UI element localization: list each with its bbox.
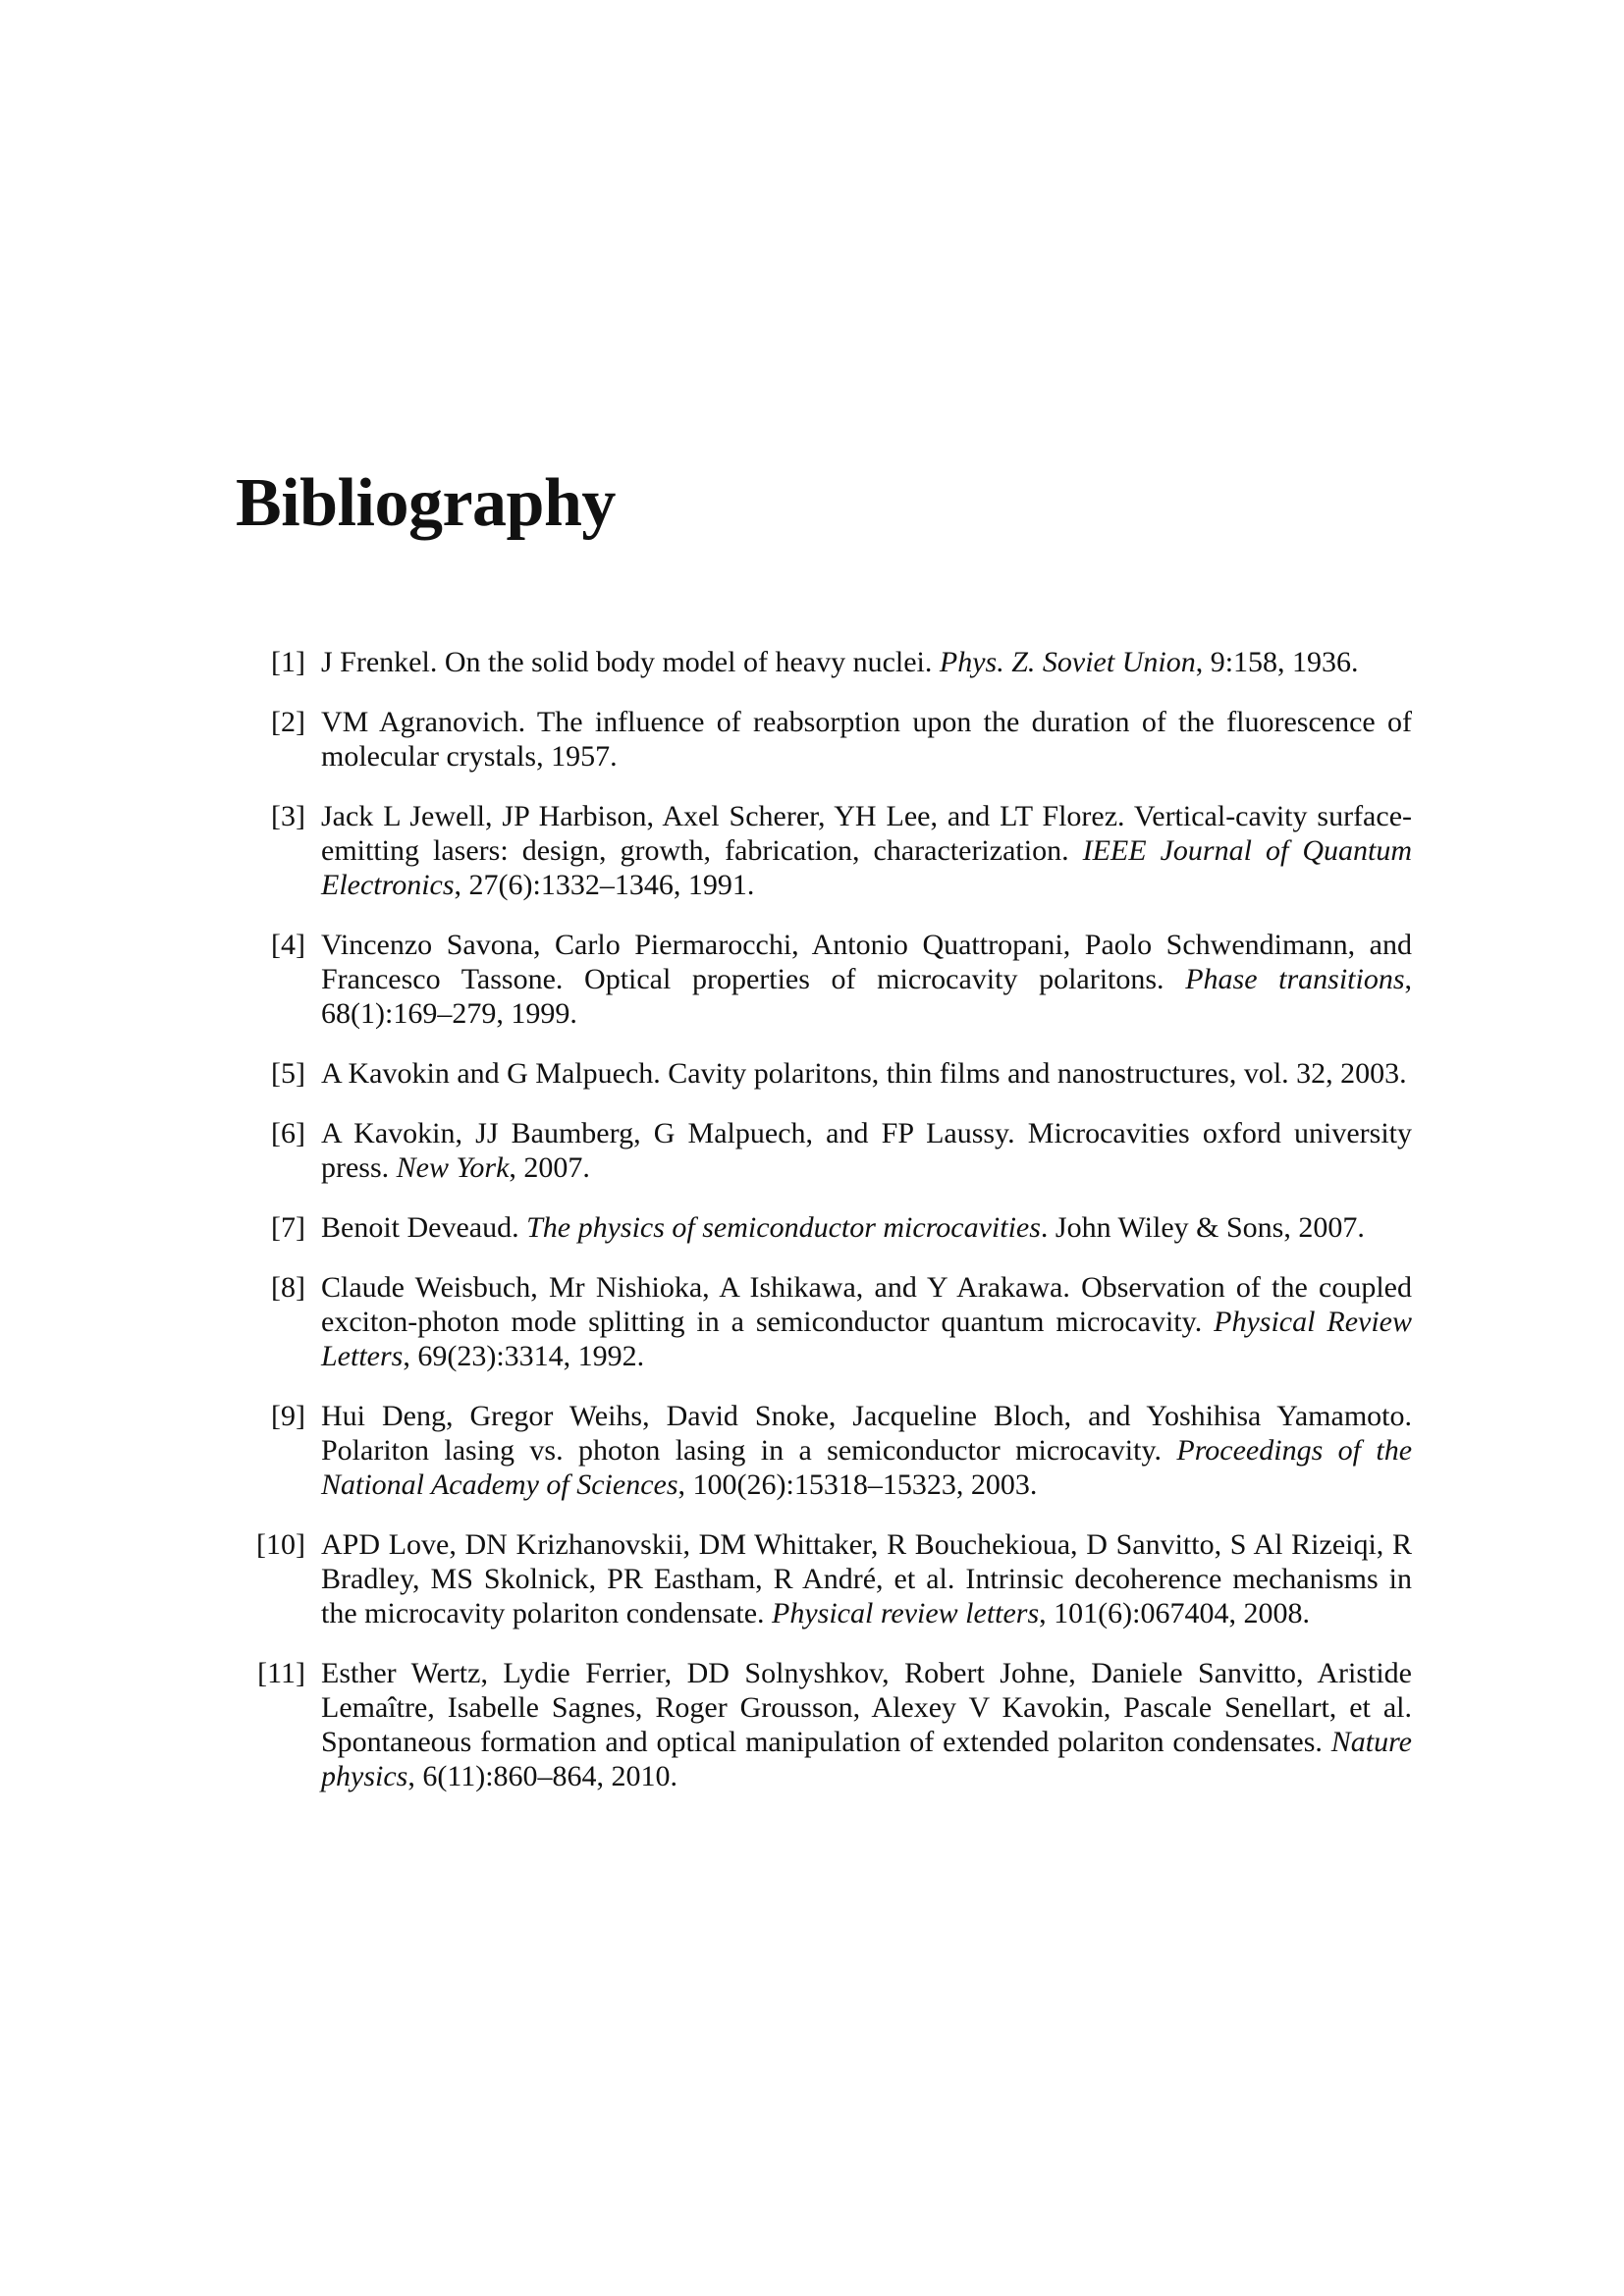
reference-entry xyxy=(271,799,1412,902)
reference-segment: Benoit Deveaud. xyxy=(321,1211,527,1244)
reference-segment: APD Love, DN Krizhanovskii, DM Whittaker, R Bouchekioua, D Sanvitto, S Al Rizeiqi, R Bradley, MS Skolnick, PR Eastham, R André, et al. Intrinsic decoherence mechanisms in the microcavity polariton condensate. xyxy=(321,1528,1412,1629)
reference-text xyxy=(321,646,1359,678)
reference-segment: Esther Wertz, Lydie Ferrier, DD Solnyshkov, Robert Johne, Daniele Sanvitto, Aristide Lemaître, Isabelle Sagnes, Roger Grousson, Alexey V Kavokin, Pascale Senellart, et al. Spontaneous formation and optical manipulation of extended polariton condensates. xyxy=(321,1657,1412,1758)
reference-number: [2] xyxy=(271,706,305,738)
reference-entry xyxy=(271,1056,1412,1091)
reference-venue: Physical review letters xyxy=(772,1597,1040,1629)
reference-number: [4] xyxy=(271,929,305,961)
reference-number: [6] xyxy=(271,1117,305,1149)
reference-number: [8] xyxy=(271,1271,305,1304)
reference-segment: Vincenzo Savona, Carlo Piermarocchi, Antonio Quattropani, Paolo Schwendimann, and Francesco Tassone. Optical properties of microcavity polaritons. xyxy=(321,929,1412,995)
reference-segment: , 100(26):15318–15323, 2003. xyxy=(677,1468,1038,1501)
reference-venue: Proceedings of the National Academy of Sciences xyxy=(321,1434,1413,1501)
reference-number: [7] xyxy=(271,1211,305,1244)
reference-list xyxy=(256,645,1413,1819)
reference-segment: . John Wiley & Sons, 2007. xyxy=(1040,1211,1365,1244)
reference-entry xyxy=(256,1527,1412,1630)
reference-entry xyxy=(257,1656,1412,1793)
reference-venue: Phys. Z. Soviet Union xyxy=(939,646,1196,678)
reference-text xyxy=(321,1528,1412,1629)
reference-venue: Nature physics xyxy=(321,1726,1412,1792)
reference-text xyxy=(321,1657,1412,1792)
reference-segment: , 69(23):3314, 1992. xyxy=(403,1340,645,1372)
reference-segment: Claude Weisbuch, Mr Nishioka, A Ishikawa, and Y Arakawa. Observation of the coupled exciton-photon mode splitting in a semiconductor quantum microcavity. xyxy=(321,1271,1412,1338)
reference-text xyxy=(321,929,1412,1030)
reference-venue: IEEE Journal of Quantum Electronics xyxy=(321,834,1412,901)
reference-segment: VM Agranovich. The influence of reabsorption upon the duration of the fluorescence of molecular crystals, 1957. xyxy=(321,706,1412,773)
reference-number: [1] xyxy=(271,646,305,678)
reference-text xyxy=(321,1211,1365,1244)
reference-segment: , 2007. xyxy=(509,1151,590,1184)
reference-segment: A Kavokin, JJ Baumberg, G Malpuech, and FP Laussy. Microcavities oxford university press. xyxy=(321,1117,1412,1184)
reference-text xyxy=(321,800,1412,901)
reference-segment: , 6(11):860–864, 2010. xyxy=(407,1760,678,1792)
reference-entry xyxy=(271,645,1412,679)
reference-text xyxy=(321,1400,1412,1501)
reference-venue: New York xyxy=(396,1151,510,1184)
reference-segment: Jack L Jewell, JP Harbison, Axel Scherer, YH Lee, and LT Florez. Vertical-cavity surface-emitting lasers: design, growth, fabrication, characterization. xyxy=(321,800,1412,867)
reference-number: [10] xyxy=(256,1528,305,1561)
reference-text xyxy=(321,1117,1412,1184)
reference-text xyxy=(321,706,1412,773)
reference-entry xyxy=(271,928,1412,1031)
reference-segment: J Frenkel. On the solid body model of heavy nuclei. xyxy=(321,646,940,678)
page-title: Bibliography xyxy=(236,465,616,541)
reference-venue: Phase transitions xyxy=(1185,963,1405,995)
reference-text xyxy=(321,1271,1412,1372)
reference-number: [3] xyxy=(271,800,305,832)
reference-number: [11] xyxy=(257,1657,305,1689)
reference-segment: , 101(6):067404, 2008. xyxy=(1039,1597,1310,1629)
reference-entry xyxy=(271,705,1412,774)
reference-segment: Hui Deng, Gregor Weihs, David Snoke, Jacqueline Bloch, and Yoshihisa Yamamoto. Polariton lasing vs. photon lasing in a semiconductor microcavity. xyxy=(321,1400,1412,1467)
reference-venue: Physical Review Letters xyxy=(321,1306,1412,1372)
reference-entry xyxy=(271,1399,1413,1502)
reference-entry xyxy=(271,1210,1412,1245)
reference-venue: The physics of semiconductor microcavities xyxy=(526,1211,1041,1244)
reference-number: [9] xyxy=(271,1400,305,1432)
reference-entry xyxy=(271,1270,1412,1373)
reference-text xyxy=(321,1057,1407,1090)
reference-number: [5] xyxy=(271,1057,305,1090)
reference-segment: , 27(6):1332–1346, 1991. xyxy=(454,869,755,901)
reference-entry xyxy=(271,1116,1412,1185)
reference-segment: , 9:158, 1936. xyxy=(1195,646,1359,678)
reference-segment: , 68(1):169–279, 1999. xyxy=(321,963,1412,1030)
reference-segment: A Kavokin and G Malpuech. Cavity polaritons, thin films and nanostructures, vol. 32, 2003. xyxy=(321,1057,1407,1090)
